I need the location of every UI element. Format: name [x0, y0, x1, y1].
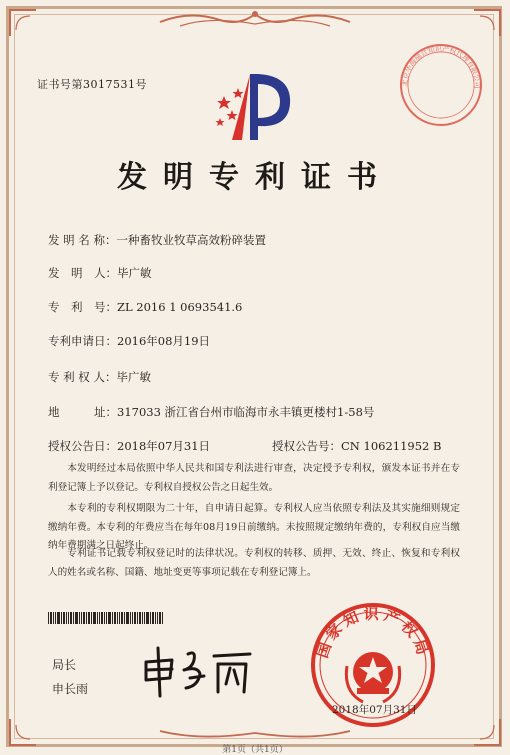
- certificate-paragraph: 本发明经过本局依照中华人民共和国专利法进行审查，决定授予专利权，颁发本证书并在专利登记簿上予以登记。专利权自授权公告之日起生效。: [48, 463, 460, 493]
- signature-icon: [138, 640, 258, 700]
- field-patent-number: [48, 299, 242, 315]
- certificate-number: 证书号第3017531号: [37, 78, 147, 91]
- svg-text:北京华海瑞合知识产权代理有限公司: 北京华海瑞合知识产权代理有限公司: [400, 44, 482, 89]
- field-value: 2018年07月31日: [117, 439, 211, 453]
- svg-text:国家知识产权局: 国家知识产权局: [313, 604, 433, 661]
- field-application-date: [48, 333, 210, 349]
- field-value: 317033 浙江省台州市临海市永丰镇更楼村1-58号: [117, 405, 375, 419]
- field-label: 专 利 权 人：: [48, 370, 117, 384]
- certificate-paragraph: 专利证书记载专利权登记时的法律状况。专利权的转移、质押、无效、终止、恢复和专利权人的姓名或名称、国籍、地址变更等事项记载在专利登记簿上。: [48, 548, 460, 578]
- director-name: 申长雨: [52, 682, 89, 696]
- field-value: CN 106211952 B: [341, 439, 442, 453]
- sipo-emblem-icon: [212, 66, 298, 146]
- corner-ornament-icon: [8, 8, 38, 38]
- field-value: 毕广敏: [116, 370, 151, 384]
- top-ornament-icon: [150, 8, 360, 30]
- seal-date: 2018年07月31日: [332, 704, 417, 716]
- field-value: ZL 2016 1 0693541.6: [117, 300, 243, 314]
- field-label: 授权公告日：: [48, 439, 117, 453]
- field-label: 发 明 名 称：: [48, 233, 117, 247]
- page-number: 第1页（共1页）: [222, 745, 288, 755]
- field-label: 发 明 人：: [48, 266, 117, 280]
- field-value: 2016年08月19日: [117, 334, 211, 348]
- field-patentee: [48, 369, 151, 385]
- director-title: 局长: [52, 658, 77, 672]
- field-invention-name: [48, 232, 266, 248]
- field-label: 专利申请日：: [48, 334, 117, 348]
- field-value: 毕广敏: [117, 266, 152, 280]
- certificate-title: 发明专利证书: [117, 160, 393, 195]
- field-label: 专 利 号：: [48, 300, 117, 314]
- field-label: 授权公告号：: [272, 439, 341, 453]
- field-grant-number: [272, 438, 441, 454]
- field-inventor: [48, 265, 152, 281]
- field-address: [48, 404, 374, 420]
- field-grant-date: [48, 438, 210, 454]
- certificate-paragraph: 本专利的专利权期限为二十年，自申请日起算。专利权人应当依照专利法及其实施细则规定缴纳年费。本专利的年费应当在每年08月19日前缴纳。未按照规定缴纳年费的，专利权自应当缴纳年费期满之日起终止。: [48, 503, 460, 551]
- field-label: 地 址：: [48, 405, 117, 419]
- agency-stamp-icon: [389, 33, 493, 137]
- barcode-icon: [48, 612, 164, 624]
- field-value: 一种畜牧业牧草高效粉碎装置: [116, 233, 266, 247]
